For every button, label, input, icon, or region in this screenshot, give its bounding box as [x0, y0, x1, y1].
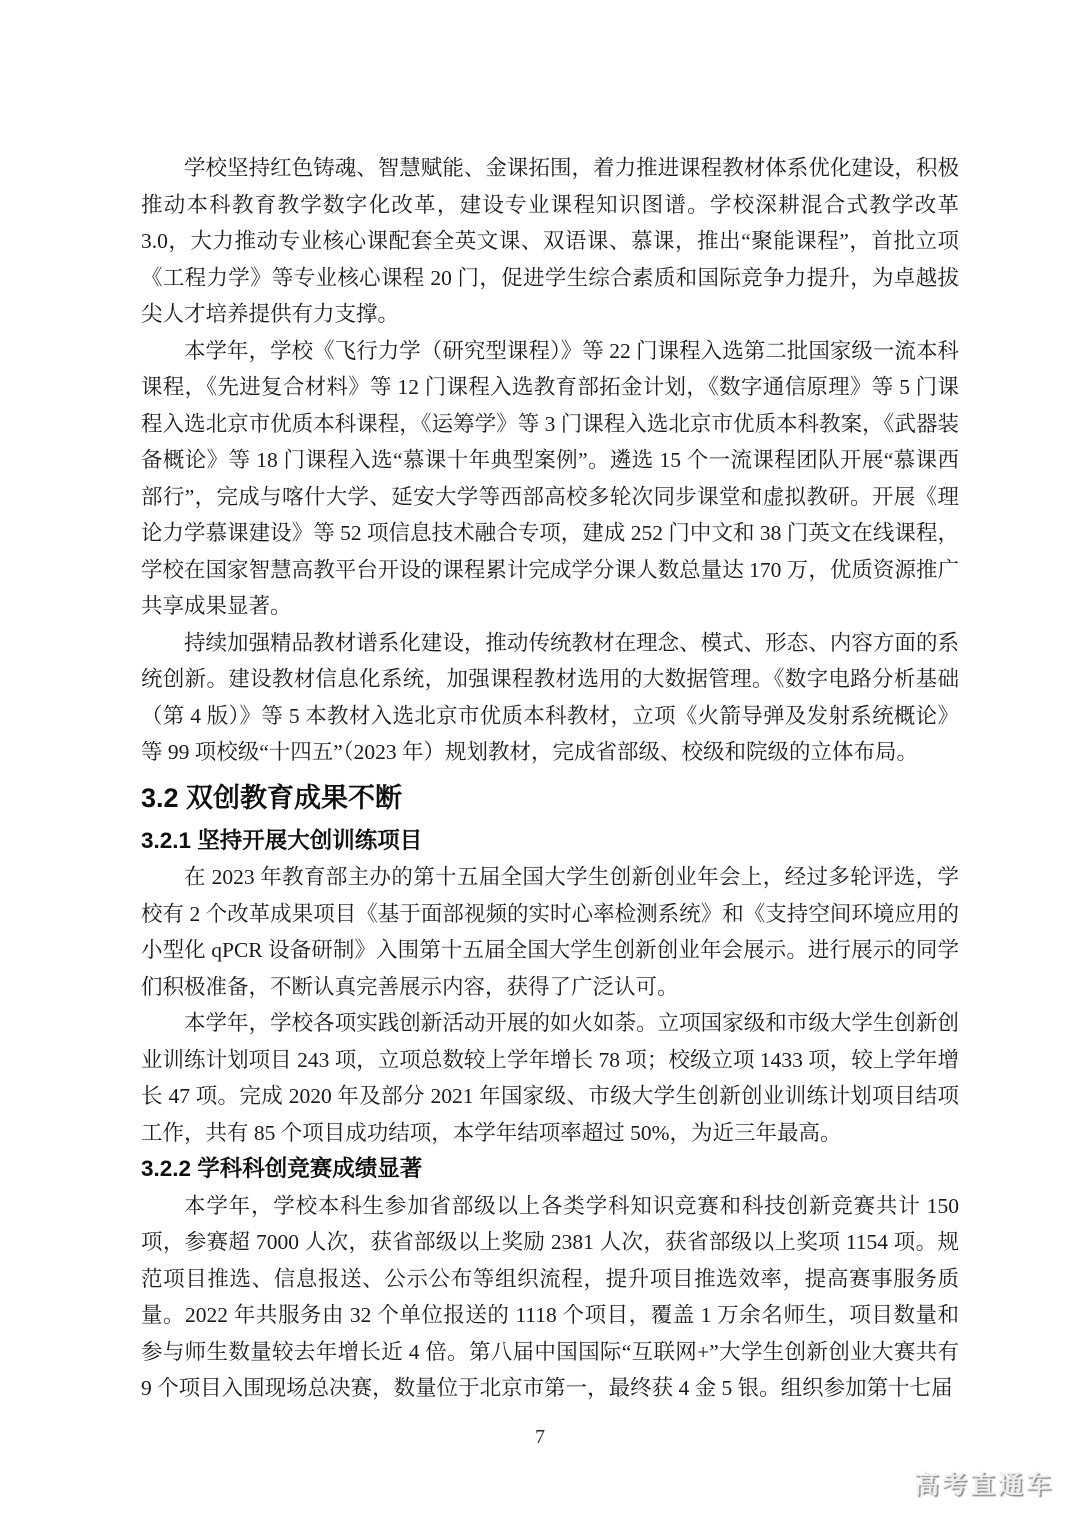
- subsection-heading-3-2-1: 3.2.1 坚持开展大创训练项目: [141, 827, 423, 853]
- paragraph-competition-results: 本学年，学校本科生参加省部级以上各类学科知识竞赛和科技创新竞赛共计 150 项，参赛超 7000 人次，获省部级以上奖励 2381 人次，获省部级以上奖项 1154 项。规范项目推选、信息报送、公示公布等组织流程，提升项目推选效率，提高赛事服务质量。2022 年共服务由 32 个单位报送的 1118 个项目，覆盖 1 万余名师生，项目数量和参与师生数量较去年增长近 4 倍。第八届中国国际“互联网+”大学生创新创业大赛共有 9 个项目入围现场总决赛，数量位于北京市第一，最终获 4 金 5 银。组织参加第十七届: [141, 1193, 959, 1400]
- paragraph-innovation-annual-meeting: 在 2023 年教育部主办的第十五届全国大学生创新创业年会上，经过多轮评选，学校有 2 个改革成果项目《基于面部视频的实时心率检测系统》和《支持空间环境应用的小型化 qPCR 设备研制》入围第十五届全国大学生创新创业年会展示。进行展示的同学们积极准备，不断认真完善展示内容，获得了广泛认可。: [141, 865, 959, 999]
- page-content: [141, 150, 959, 1407]
- paragraph-curriculum-building: 学校坚持红色铸魂、智慧赋能、金课拓围，着力推进课程教材体系优化建设，积极推动本科教育教学数字化改革，建设专业课程知识图谱。学校深耕混合式教学改革 3.0，大力推动专业核心课配套全英文课、双语课、慕课，推出“聚能课程”，首批立项《工程力学》等专业核心课程 20 门，促进学生综合素质和国际竞争力提升，为卓越拔尖人才培养提供有力支撑。: [141, 156, 959, 326]
- paragraph-training-program-stats: 本学年，学校各项实践创新活动开展的如火如荼。立项国家级和市级大学生创新创业训练计划项目 243 项，立项总数较上学年增长 78 项；校级立项 1433 项，较上学年增长 47 项。完成 2020 年及部分 2021 年国家级、市级大学生创新创业训练计划项目结项工作，共有 85 个项目成功结项，本学年结项率超过 50%，为近三年最高。: [141, 1011, 959, 1145]
- section-heading-3-2: 3.2 双创教育成果不断: [141, 782, 403, 813]
- page-number: 7: [535, 1426, 545, 1448]
- subsection-heading-3-2-2: 3.2.2 学科科创竞赛成绩显著: [141, 1156, 423, 1181]
- watermark-gaokao-zhitongche: 高考直通车: [913, 1471, 1054, 1499]
- paragraph-textbook-development: 持续加强精品教材谱系化建设，推动传统教材在理念、模式、形态、内容方面的系统创新。建设教材信息化系统，加强课程教材选用的大数据管理。《数字电路分析基础（第 4 版）》等 5 本教材入选北京市优质本科教材，立项《火箭导弹及发射系统概论》等 99 项校级“十四五”（2023 年）规划教材，完成省部级、校级和院级的立体布局。: [141, 630, 959, 764]
- paragraph-course-selections: 本学年，学校《飞行力学（研究型课程）》等 22 门课程入选第二批国家级一流本科课程，《先进复合材料》等 12 门课程入选教育部拓金计划，《数字通信原理》等 5 门课程入选北京市优质本科课程，《运筹学》等 3 门课程入选北京市优质本科教案，《武器装备概论》等 18 门课程入选“慕课十年典型案例”。遴选 15 个一流课程团队开展“慕课西部行”，完成与喀什大学、延安大学等西部高校多轮次同步课堂和虚拟教研。开展《理论力学慕课建设》等 52 项信息技术融合专项，建成 252 门中文和 38 门英文在线课程，学校在国家智慧高教平台开设的课程累计完成学分课人数总量达 170 万，优质资源推广共享成果显著。: [141, 338, 959, 618]
